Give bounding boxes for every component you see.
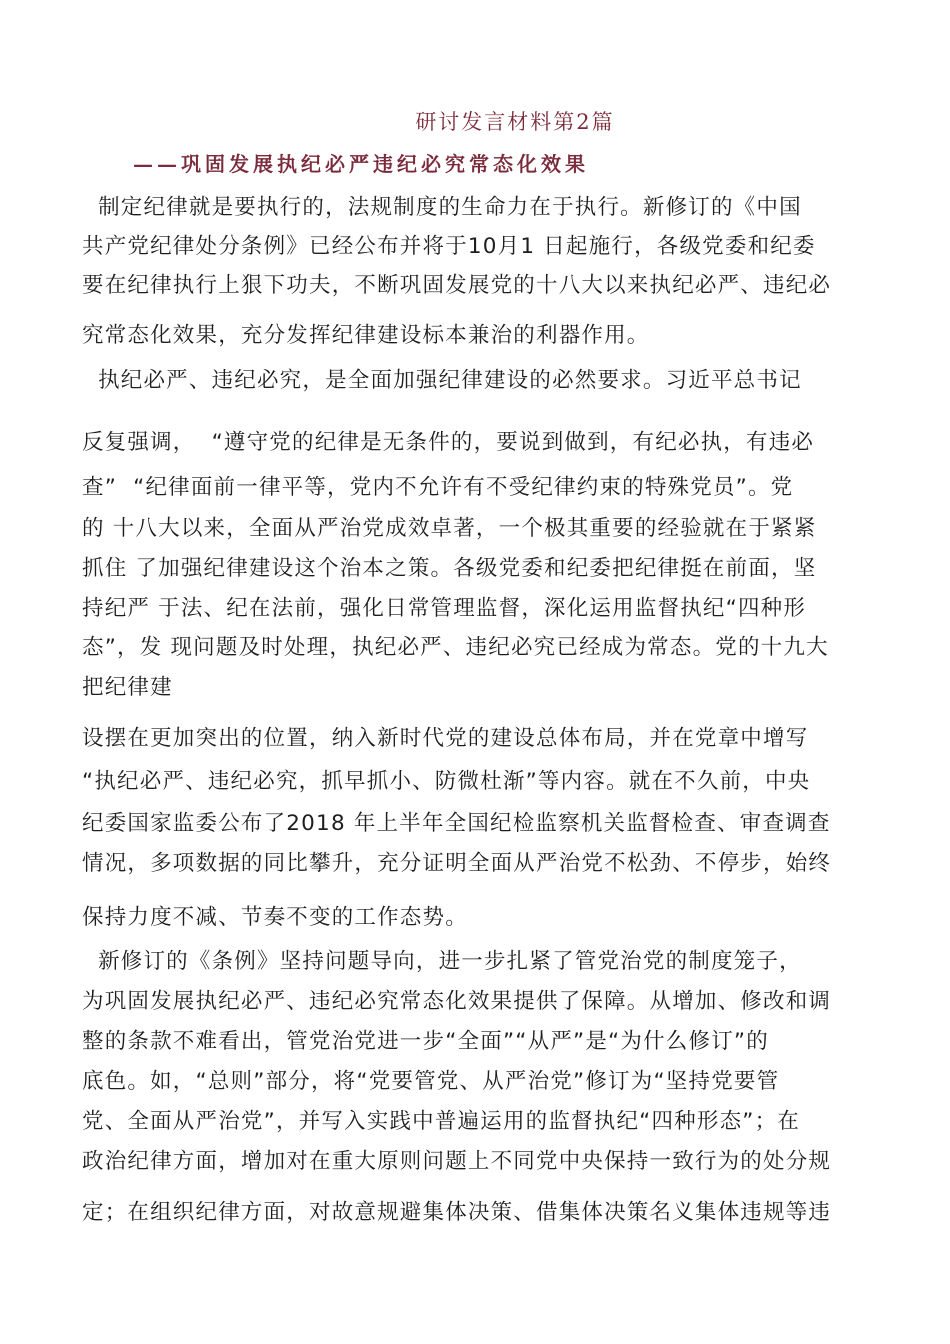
document-title: 研讨发言材料第2篇 [415,110,615,134]
paragraph-line: 整的条款不难看出，管党治党进一步“全面”“从严”是“为什么修订”的 [82,1029,769,1054]
paragraph-line: 新修订的《条例》坚持问题导向，进一步扎紧了管党治党的制度笼子， [82,949,802,974]
paragraph-line: 为巩固发展执纪必严、违纪必究常态化效果提供了保障。从增加、修改和调 [82,989,832,1014]
paragraph-line: 保持力度不减、节奏不变的工作态势。 [82,905,468,930]
paragraph-line: 党、全面从严治党”，并写入实践中普遍运用的监督执纪“四种形态”；在 [82,1109,801,1134]
paragraph-line: 制定纪律就是要执行的，法规制度的生命力在于执行。新修订的《中国 [82,195,802,220]
paragraph-line: 设摆在更加突出的位置，纳入新时代党的建设总体布局，并在党章中增写 [82,726,809,751]
paragraph-line: 政治纪律方面，增加对在重大原则问题上不同党中央保持一致行为的处分规 [82,1149,832,1174]
paragraph-line: 反复强调， “遵守党的纪律是无条件的，要说到做到，有纪必执，有违必 [82,430,815,455]
paragraph-line: 态”，发 现问题及时处理，执纪必严、违纪必究已经成为常态。党的十九大 [82,635,829,660]
paragraph-line: 情况，多项数据的同比攀升，充分证明全面从严治党不松劲、不停步，始终 [82,851,832,876]
paragraph-line: 究常态化效果，充分发挥纪律建设标本兼治的利器作用。 [82,323,650,348]
paragraph-line: 把纪律建 [82,675,173,700]
paragraph-line: “执纪必严、违纪必究，抓早抓小、防微杜渐”等内容。就在不久前，中央 [82,769,811,794]
paragraph-line: 纪委国家监委公布了2018 年上半年全国纪检监察机关监督检查、审查调查 [82,811,831,836]
paragraph-line: 的 十八大以来，全面从严治党成效卓著，一个极其重要的经验就在于紧紧 [82,516,817,541]
paragraph-line: 抓住 了加强纪律建设这个治本之策。各级党委和纪委把纪律挺在前面，坚 [82,556,817,581]
document-subtitle: ——巩固发展执纪必严违纪必究常态化效果 [133,152,589,176]
paragraph-line: 要在纪律执行上狠下功夫，不断巩固发展党的十八大以来执纪必严、违纪必 [82,273,832,298]
paragraph-line: 共产党纪律处分条例》已经公布并将于10月1 日起施行，各级党委和纪委 [82,234,816,259]
paragraph-line: 定；在组织纪律方面，对故意规避集体决策、借集体决策名义集体违规等违 [82,1200,832,1225]
paragraph-line: 底色。如，“总则”部分，将“党要管党、从严治党”修订为“坚持党要管 [82,1069,780,1094]
paragraph-line: 查” “纪律面前一律平等，党内不允许有不受纪律约束的特殊党员”。党 [82,475,794,500]
paragraph-line: 执纪必严、违纪必究，是全面加强纪律建设的必然要求。习近平总书记 [82,368,802,393]
paragraph-line: 持纪严 于法、纪在法前，强化日常管理监督，深化运用监督执纪“四种形 [82,596,807,621]
